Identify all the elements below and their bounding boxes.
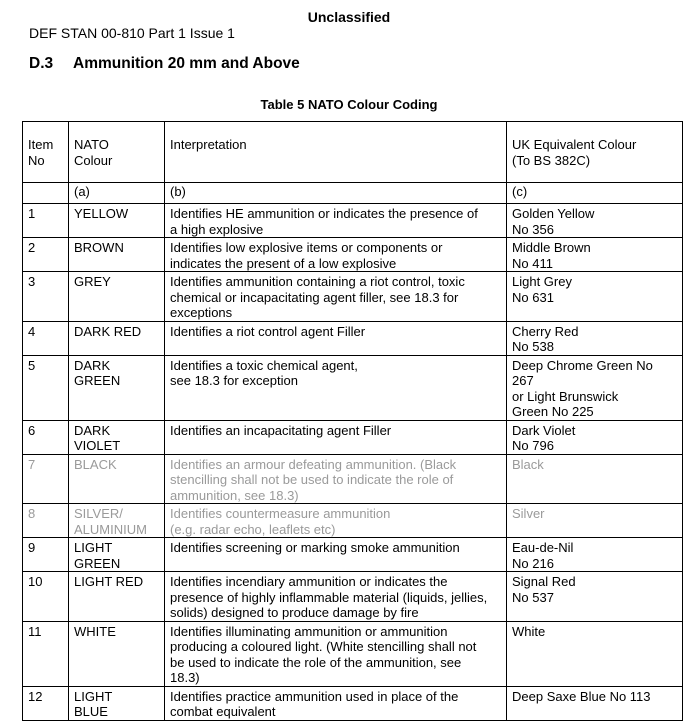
nato-colour-coding-table bbox=[22, 121, 683, 721]
cell-item-no: 7 bbox=[23, 454, 69, 504]
cell-interpretation: Identifies low explosive items or components or indicates the present of a low explosive bbox=[165, 238, 507, 272]
cell-uk-equivalent: Deep Chrome Green No 267 or Light Brunswick Green No 225 bbox=[507, 355, 683, 420]
table-row bbox=[23, 420, 683, 454]
table-row bbox=[23, 272, 683, 322]
cell-nato-colour: LIGHT RED bbox=[69, 572, 165, 622]
table-row bbox=[23, 204, 683, 238]
document-reference: DEF STAN 00-810 Part 1 Issue 1 bbox=[29, 25, 235, 41]
cell-uk-equivalent: Light Grey No 631 bbox=[507, 272, 683, 322]
cell-item-no: 2 bbox=[23, 238, 69, 272]
cell-uk-equivalent: White bbox=[507, 621, 683, 686]
cell-nato-colour: LIGHT GREEN bbox=[69, 538, 165, 572]
column-letter: (c) bbox=[507, 183, 683, 204]
section-title: Ammunition 20 mm and Above bbox=[73, 55, 300, 72]
cell-interpretation: Identifies HE ammunition or indicates the presence of a high explosive bbox=[165, 204, 507, 238]
table-header-row bbox=[23, 122, 683, 183]
section-number: D.3 bbox=[29, 55, 54, 72]
cell-nato-colour: YELLOW bbox=[69, 204, 165, 238]
table-row bbox=[23, 355, 683, 420]
table-row bbox=[23, 621, 683, 686]
table-caption: Table 5 NATO Colour Coding bbox=[260, 97, 438, 112]
cell-uk-equivalent: Golden Yellow No 356 bbox=[507, 204, 683, 238]
cell-uk-equivalent: Eau-de-Nil No 216 bbox=[507, 538, 683, 572]
cell-item-no: 3 bbox=[23, 272, 69, 322]
column-letter: (b) bbox=[165, 183, 507, 204]
cell-interpretation: Identifies a riot control agent Filler bbox=[165, 321, 507, 355]
header-nato-colour: NATO Colour bbox=[69, 122, 165, 183]
cell-item-no: 6 bbox=[23, 420, 69, 454]
header-item-no: Item No bbox=[23, 122, 69, 183]
table-row bbox=[23, 538, 683, 572]
cell-uk-equivalent: Dark Violet No 796 bbox=[507, 420, 683, 454]
cell-item-no: 11 bbox=[23, 621, 69, 686]
cell-nato-colour: DARK RED bbox=[69, 321, 165, 355]
cell-item-no: 4 bbox=[23, 321, 69, 355]
cell-interpretation: Identifies a toxic chemical agent, see 18.3 for exception bbox=[165, 355, 507, 420]
cell-uk-equivalent: Middle Brown No 411 bbox=[507, 238, 683, 272]
header-interpretation: Interpretation bbox=[165, 122, 507, 183]
cell-item-no: 10 bbox=[23, 572, 69, 622]
column-letter bbox=[23, 183, 69, 204]
cell-nato-colour: LIGHT BLUE bbox=[69, 686, 165, 720]
cell-nato-colour: SILVER/ ALUMINIUM bbox=[69, 504, 165, 538]
classification-marking: Unclassified bbox=[307, 9, 391, 25]
cell-interpretation: Identifies illuminating ammunition or ammunition producing a coloured light. (White stencilling shall not be used to indicate the role of the ammunition, see 18.3) bbox=[165, 621, 507, 686]
column-letter: (a) bbox=[69, 183, 165, 204]
cell-interpretation: Identifies ammunition containing a riot control, toxic chemical or incapacitating agent filler, see 18.3 for exceptions bbox=[165, 272, 507, 322]
cell-interpretation: Identifies incendiary ammunition or indicates the presence of highly inflammable material (liquids, jellies, solids) designed to produce damage by fire bbox=[165, 572, 507, 622]
table-row bbox=[23, 321, 683, 355]
table-row bbox=[23, 504, 683, 538]
table-row bbox=[23, 686, 683, 720]
table-row bbox=[23, 572, 683, 622]
section-heading bbox=[29, 55, 300, 73]
cell-nato-colour: WHITE bbox=[69, 621, 165, 686]
cell-interpretation: Identifies screening or marking smoke ammunition bbox=[165, 538, 507, 572]
column-letter-row bbox=[23, 183, 683, 204]
cell-item-no: 5 bbox=[23, 355, 69, 420]
cell-uk-equivalent: Cherry Red No 538 bbox=[507, 321, 683, 355]
cell-nato-colour: BROWN bbox=[69, 238, 165, 272]
cell-nato-colour: GREY bbox=[69, 272, 165, 322]
cell-interpretation: Identifies countermeasure ammunition (e.g. radar echo, leaflets etc) bbox=[165, 504, 507, 538]
cell-nato-colour: BLACK bbox=[69, 454, 165, 504]
cell-item-no: 9 bbox=[23, 538, 69, 572]
cell-item-no: 8 bbox=[23, 504, 69, 538]
cell-uk-equivalent: Black bbox=[507, 454, 683, 504]
cell-item-no: 12 bbox=[23, 686, 69, 720]
cell-nato-colour: DARK VIOLET bbox=[69, 420, 165, 454]
cell-uk-equivalent: Silver bbox=[507, 504, 683, 538]
header-uk-equivalent: UK Equivalent Colour (To BS 382C) bbox=[507, 122, 683, 183]
cell-interpretation: Identifies an incapacitating agent Filler bbox=[165, 420, 507, 454]
cell-interpretation: Identifies an armour defeating ammunition. (Black stencilling shall not be used to indicate the role of ammunition, see 18.3) bbox=[165, 454, 507, 504]
cell-interpretation: Identifies practice ammunition used in place of the combat equivalent bbox=[165, 686, 507, 720]
cell-uk-equivalent: Deep Saxe Blue No 113 bbox=[507, 686, 683, 720]
cell-item-no: 1 bbox=[23, 204, 69, 238]
cell-uk-equivalent: Signal Red No 537 bbox=[507, 572, 683, 622]
cell-nato-colour: DARK GREEN bbox=[69, 355, 165, 420]
table-row bbox=[23, 238, 683, 272]
table-row bbox=[23, 454, 683, 504]
